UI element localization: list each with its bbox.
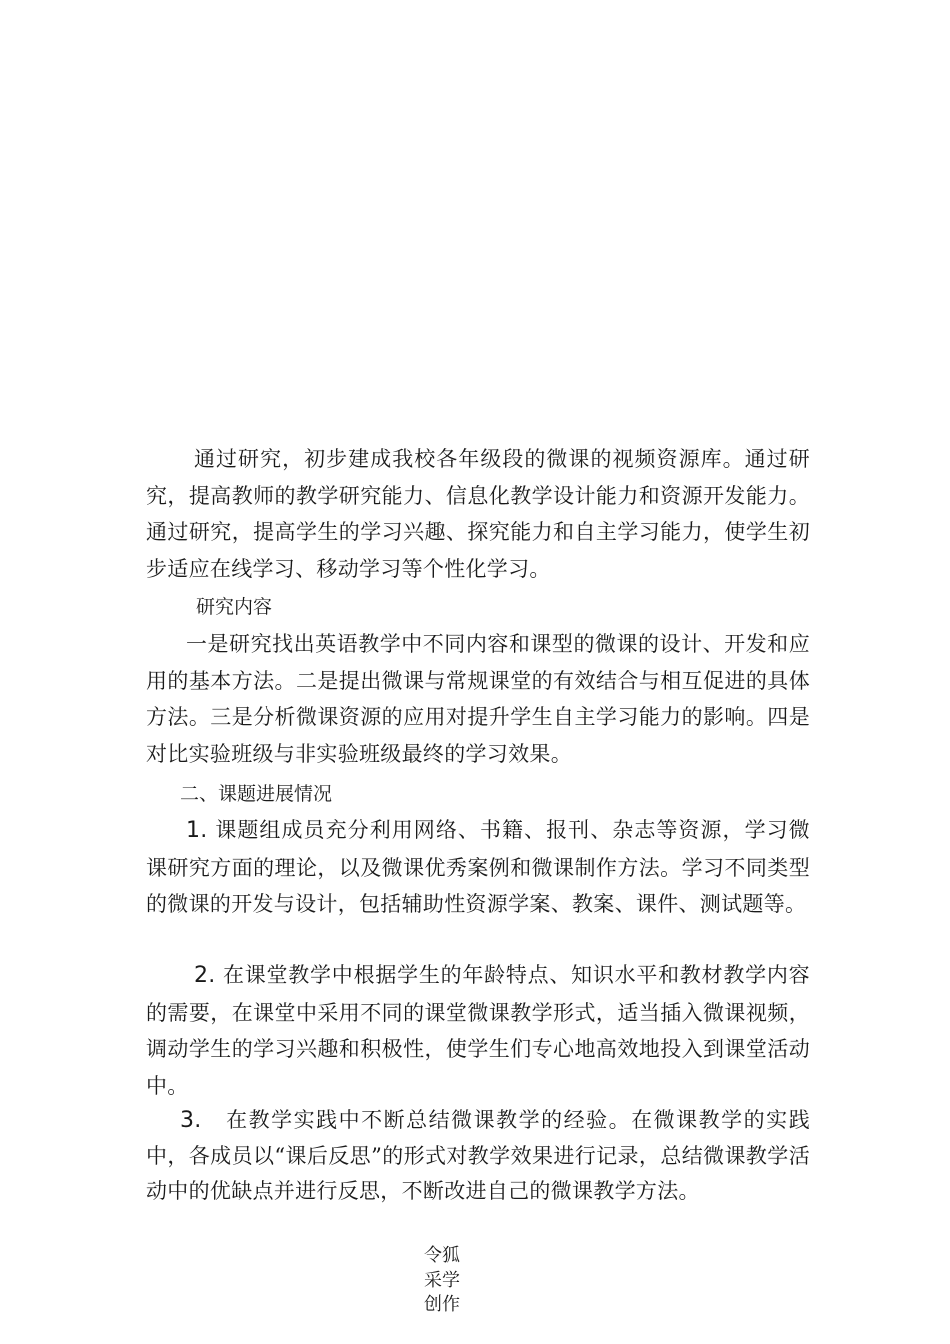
- list-item-text: 在教学实践中不断总结微课教学的经验。在微课教学的实践中，各成员以“课后反思”的形式对教学效果进行记录，总结微课教学活动中的优缺点并进行反思，不断改进自己的微课教学方法。: [146, 1108, 810, 1203]
- list-item-number: 2.: [194, 963, 216, 988]
- list-item-number: 3.: [180, 1108, 202, 1133]
- paragraph-research-content: 一是研究找出英语教学中不同内容和课型的微课的设计、开发和应用的基本方法。二是提出微课与常规课堂的有效结合与相互促进的具体方法。三是分析微课资源的应用对提升学生自主学习能力的影响。四是对比实验班级与非实验班级最终的学习效果。: [146, 632, 810, 766]
- paragraph-research-goals: 通过研究，初步建成我校各年级段的微课的视频资源库。通过研究，提高教师的教学研究能力、信息化教学设计能力和资源开发能力。通过研究，提高学生的学习兴趣、探究能力和自主学习能力，使学生初步适应在线学习、移动学习等个性化学习。: [146, 447, 810, 581]
- list-item-3: [146, 1103, 810, 1210]
- list-item-text: 课题组成员充分利用网络、书籍、报刊、杂志等资源，学习微课研究方面的理论，以及微课优秀案例和微课制作方法。学习不同类型的微课的开发与设计，包括辅助性资源学案、教案、课件、测试题等。: [146, 818, 810, 916]
- heading-project-progress: 二、课题进展情况: [180, 783, 333, 805]
- list-item-number: 1.: [186, 818, 208, 843]
- list-item-text: 在课堂教学中根据学生的年龄特点、知识水平和教材教学内容的需要，在课堂中采用不同的课堂微课教学形式，适当插入微课视频，调动学生的学习兴趣和积极性，使学生们专心地高效地投入到课堂活动中。: [146, 963, 810, 1098]
- heading-research-content: 研究内容: [196, 596, 273, 618]
- list-item-2: [146, 957, 810, 1104]
- list-item-1: [146, 812, 810, 923]
- footer-author: 令狐采学创作: [424, 1245, 460, 1315]
